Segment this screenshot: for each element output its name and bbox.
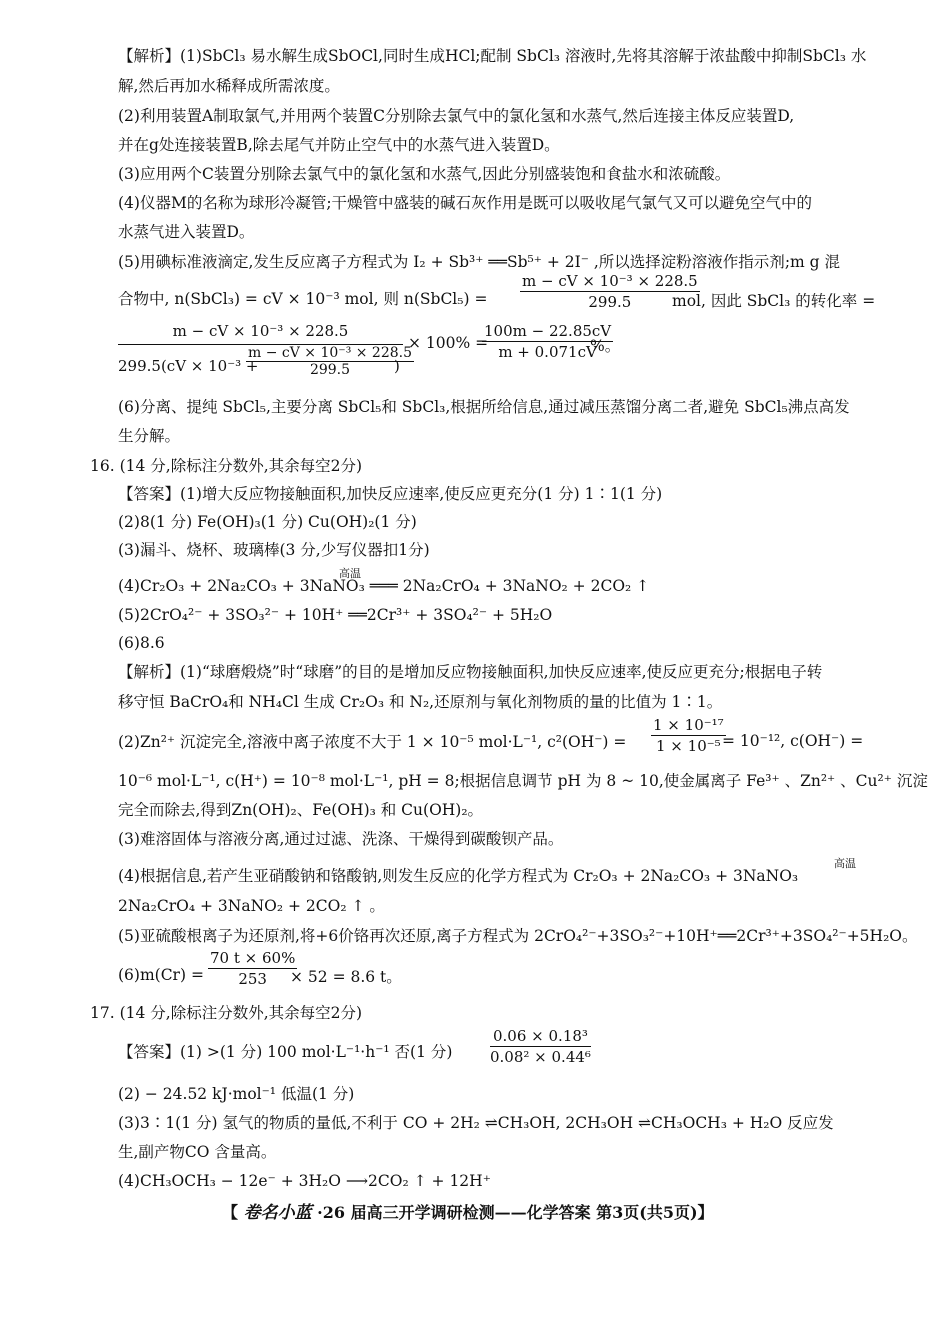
footer-text: ·26 届高三开学调研检测——化学答案 第3页(共5页)】	[317, 1203, 714, 1222]
formula-middle: × 100% =	[408, 334, 489, 352]
q16-analysis-8: 2Na₂CrO₄ + 3NaNO₂ + 2CO₂ ↑ 。	[118, 897, 385, 915]
fraction-numerator: m − cV × 10⁻³ × 228.5	[522, 272, 698, 290]
q17-answer-3: (3)3∶1(1 分) 氢气的物质的量低,不利于 CO + 2H₂ ⇌CH₃OH, 2CH₃OH ⇌CH₃OCH₃ + H₂O 反应发	[118, 1114, 834, 1132]
p15-analysis-line-6: (4)仪器M的名称为球形冷凝管;干燥管中盛装的碱石灰作用是既可以吸收尾气氯气又可以避免空气中的	[118, 194, 813, 212]
q16-analysis-3b: = 10⁻¹², c(OH⁻) =	[722, 732, 864, 750]
p15-analysis-line-10: (6)分离、提纯 SbCl₅,主要分离 SbCl₅和 SbCl₃,根据所给信息,通过减压蒸馏分离二者,避免 SbCl₅沸点高发	[118, 398, 850, 416]
equilibrium-constant-fraction	[490, 1027, 591, 1066]
q16-condition-high-temp: 高温	[339, 567, 361, 580]
fraction-denominator: 0.08² × 0.44⁶	[490, 1048, 591, 1066]
nested-fraction	[246, 345, 414, 378]
q16-analysis-10a: (6)m(Cr) =	[118, 966, 204, 984]
q16-analysis-5: 完全而除去,得到Zn(OH)₂、Fe(OH)₃ 和 Cu(OH)₂。	[118, 801, 484, 819]
q16-answer-4: (4)Cr₂O₃ + 2Na₂CO₃ + 3NaNO₃ ═══ 2Na₂CrO₄ + 3NaNO₂ + 2CO₂ ↑	[118, 577, 650, 595]
footer-open-bracket: 【	[222, 1203, 239, 1222]
denominator-prefix: 299.5(cV × 10⁻³ +	[118, 357, 259, 375]
q16-answer-5: (5)2CrO₄²⁻ + 3SO₃²⁻ + 10H⁺ ══2Cr³⁺ + 3SO₄²⁻ + 5H₂O	[118, 606, 553, 624]
q16-analysis-4: 10⁻⁶ mol·L⁻¹, c(H⁺) = 10⁻⁸ mol·L⁻¹, pH = 8;根据信息调节 pH 为 8 ~ 10,使金属离子 Fe³⁺ 、Zn²⁺ 、Cu²⁺ 沉淀	[118, 772, 928, 790]
p15-analysis-line-3: (2)利用装置A制取氯气,并用两个装置C分别除去氯气中的氯化氢和水蒸气,然后连接主体反应装置D,	[118, 107, 795, 125]
q17-answer-3b: 生,副产物CO 含量高。	[118, 1143, 277, 1161]
nested-denominator: 299.5	[309, 362, 351, 378]
p15-analysis-line-2: 解,然后再加水稀释成所需浓度。	[118, 77, 340, 95]
q16-analysis-9: (5)亚硫酸根离子为还原剂,将+6价铬再次还原,离子方程式为 2CrO₄²⁻+3SO₃²⁻+10H⁺══2Cr³⁺+3SO₄²⁻+5H₂O。	[118, 927, 918, 945]
fraction-denominator	[118, 345, 413, 386]
fraction-denominator: 253	[238, 970, 267, 988]
fraction-denominator: m + 0.071cV	[498, 343, 597, 361]
nested-numerator: m − cV × 10⁻³ × 228.5	[248, 345, 413, 361]
formula-end: %。	[590, 337, 621, 355]
p15-analysis-line-4: 并在g处连接装置B,除去尾气并防止空气中的水蒸气进入装置D。	[118, 136, 560, 154]
fraction-numerator: 100m − 22.85cV	[484, 322, 612, 340]
p15-analysis-line-11: 生分解。	[118, 427, 181, 445]
page-footer	[222, 1198, 714, 1223]
q17-answer-1: 【答案】(1) >(1 分) 100 mol·L⁻¹·h⁻¹ 否(1 分)	[118, 1043, 453, 1061]
q16-answer-6: (6)8.6	[118, 634, 165, 652]
cr-mass-fraction	[208, 949, 297, 988]
oh-fraction	[651, 716, 726, 755]
conversion-fraction	[118, 322, 413, 386]
p15-analysis-line-9b: mol, 因此 SbCl₃ 的转化率 =	[672, 292, 876, 310]
publisher-logo: 卷名小蓝	[243, 1203, 312, 1223]
q16-answer-2: (2)8(1 分) Fe(OH)₃(1 分) Cu(OH)₂(1 分)	[118, 513, 417, 531]
q17-answer-2: (2) − 24.52 kJ·mol⁻¹ 低温(1 分)	[118, 1085, 355, 1103]
fraction-numerator: 0.06 × 0.18³	[490, 1027, 591, 1047]
fraction-denominator: 1 × 10⁻⁵	[656, 737, 721, 755]
q16-condition-high-temp-2: 高温	[834, 857, 856, 870]
p15-analysis-line-1: 【解析】(1)SbCl₃ 易水解生成SbOCl,同时生成HCl;配制 SbCl₃ 溶液时,先将其溶解于浓盐酸中抑制SbCl₃ 水	[118, 47, 867, 65]
q16-analysis-6: (3)难溶固体与溶液分离,通过过滤、洗涤、干燥得到碳酸钡产品。	[118, 830, 564, 848]
p15-analysis-line-5: (3)应用两个C装置分别除去氯气中的氯化氢和水蒸气,因此分别盛装饱和食盐水和浓硫酸。	[118, 165, 731, 183]
fraction-numerator: 70 t × 60%	[210, 949, 296, 967]
p15-analysis-line-9a: 合物中, n(SbCl₃) = cV × 10⁻³ mol, 则 n(SbCl₅) =	[118, 290, 488, 308]
q16-analysis-7: (4)根据信息,若产生亚硝酸钠和铬酸钠,则发生反应的化学方程式为 Cr₂O₃ + 2Na₂CO₃ + 3NaNO₃	[118, 867, 799, 885]
q17-answer-4: (4)CH₃OCH₃ − 12e⁻ + 3H₂O ⟶2CO₂ ↑ + 12H⁺	[118, 1172, 491, 1190]
fraction-denominator: 299.5	[588, 293, 632, 311]
fraction-numerator: m − cV × 10⁻³ × 228.5	[118, 322, 403, 345]
denominator-close: )	[394, 357, 400, 375]
q16-analysis-1: 【解析】(1)“球磨煅烧”时“球磨”的目的是增加反应物接触面积,加快反应速率,使反应更充分;根据电子转	[118, 663, 823, 681]
q16-analysis-10b: × 52 = 8.6 t。	[290, 968, 402, 986]
q16-heading: 16. (14 分,除标注分数外,其余每空2分)	[90, 457, 363, 475]
q16-analysis-3a: (2)Zn²⁺ 沉淀完全,溶液中离子浓度不大于 1 × 10⁻⁵ mol·L⁻¹, c²(OH⁻) =	[118, 733, 627, 751]
p15-analysis-line-8: (5)用碘标准液滴定,发生反应离子方程式为 I₂ + Sb³⁺ ══Sb⁵⁺ + 2I⁻ ,所以选择淀粉溶液作指示剂;m g 混	[118, 253, 841, 271]
q17-heading: 17. (14 分,除标注分数外,其余每空2分)	[90, 1004, 363, 1022]
p15-analysis-line-7: 水蒸气进入装置D。	[118, 223, 255, 241]
q16-answer-3: (3)漏斗、烧杯、玻璃棒(3 分,少写仪器扣1分)	[118, 541, 430, 559]
fraction-numerator: 1 × 10⁻¹⁷	[653, 716, 724, 734]
q16-analysis-2: 移守恒 BaCrO₄和 NH₄Cl 生成 Cr₂O₃ 和 N₂,还原剂与氧化剂物质的量的比值为 1∶1。	[118, 693, 723, 711]
q16-answer-1: 【答案】(1)增大反应物接触面积,加快反应速率,使反应更充分(1 分) 1∶1(1 分)	[118, 485, 663, 503]
